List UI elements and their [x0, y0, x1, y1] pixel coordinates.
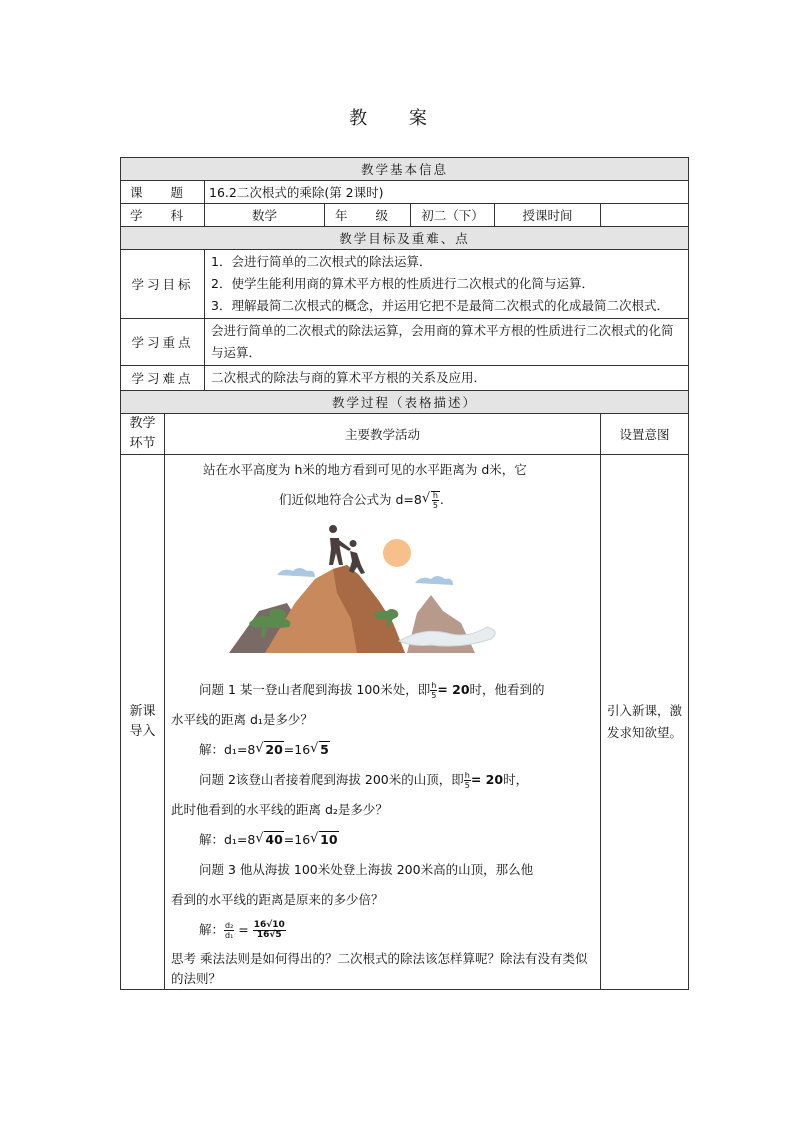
subject-label: 学 科 [121, 204, 205, 227]
question-1 [171, 675, 594, 705]
fraction [464, 771, 471, 790]
equation: = 20 [470, 772, 504, 787]
question-1-line-2: 水平线的距离 d₁是多少？ [171, 712, 313, 727]
objectives-label: 学习目标 [121, 250, 205, 319]
question-2-text: 问题 2该登山者接着爬到海拔 200米的山顶，即 [199, 772, 464, 787]
intent-cell: 引入新课，激发求知欲望。 [601, 455, 689, 990]
mountain-climbers-illustration [229, 523, 509, 673]
question-1-suffix: 时，他看到的 [469, 682, 545, 697]
climber-helped [349, 540, 365, 574]
answer-2-mid: =16 [283, 832, 311, 847]
question-3: 问题 3 他从海拔 100米处登上海拔 200米高的山顶，那么他 [199, 862, 534, 877]
intro-line-2: 们近似地符合公式为 d=8 [279, 492, 422, 507]
grade-value: 初二（下） [411, 204, 495, 227]
question-2-line-2: 此时他看到的水平线的距离 d₂是多少？ [171, 802, 388, 817]
frac-numerator: h [431, 681, 437, 690]
question-3-line-2: 看到的水平线的距离是原来的多少倍？ [171, 892, 384, 907]
equals-sign: = [238, 922, 249, 937]
answer-1-mid: =16 [283, 742, 311, 757]
question-2 [171, 765, 594, 795]
stage-column-header: 教学环节 [121, 414, 165, 455]
radicand: 20 [265, 742, 283, 757]
difficulty-text: 二次根式的除法与商的算术平方根的关系及应用． [205, 366, 689, 391]
activity-column-header: 主要教学活动 [165, 414, 601, 455]
sqrt-sign [422, 485, 440, 515]
intro-line-1: 站在水平高度为 h米的地方看到可见的水平距离为 d米，它 [203, 462, 527, 477]
frac-numerator: h [464, 771, 470, 780]
page-title: 教 案 [349, 108, 445, 129]
period: . [439, 492, 444, 507]
fraction [224, 921, 234, 940]
class-time-value [601, 204, 689, 227]
lesson-plan-table [120, 157, 688, 990]
cloud-left [277, 568, 315, 577]
frac-denominator: 5 [432, 501, 438, 510]
basic-info-header: 教学基本信息 [121, 158, 689, 181]
stage-cell: 新课导入 [121, 455, 165, 990]
radicand: 40 [265, 832, 283, 847]
sqrt-sign [255, 735, 283, 765]
frac-denominator: 5 [464, 781, 470, 790]
radicand: 10 [320, 832, 338, 847]
topic-label: 课 题 [121, 181, 205, 204]
frac-numerator: d₂ [225, 921, 234, 930]
cloud-right [415, 576, 453, 585]
intent-column-header: 设置意图 [601, 414, 689, 455]
objective-item: 1．会进行简单的二次根式的除法运算． [211, 254, 432, 269]
answer-2 [171, 825, 594, 855]
answer-1 [171, 735, 594, 765]
objective-item: 2．使学生能利用商的算术平方根的性质进行二次根式的化简与运算． [211, 276, 594, 291]
sun [383, 539, 411, 567]
class-time-label: 授课时间 [495, 204, 601, 227]
equation: = 20 [437, 682, 470, 697]
objectives-list [205, 250, 689, 319]
reflection-question: 思考 乘法法则是如何得出的？二次根式的除法该怎样算呢？除法有没有类似的法则？ [171, 951, 588, 986]
objective-item: 3．理解最简二次根式的概念，并运用它把不是最简二次根式的化成最简二次根式． [211, 298, 669, 313]
frac-numerator: 16√10 [253, 920, 285, 930]
frac-denominator: 16√5 [256, 930, 282, 940]
question-2-suffix: 时， [503, 772, 529, 787]
fraction [253, 921, 286, 940]
topic-value: 16.2二次根式的乘除(第 2课时) [205, 181, 689, 204]
process-header: 教学过程（表格描述） [121, 391, 689, 414]
answer-1-text: 解：d₁=8 [199, 742, 256, 757]
intro-formula-line [171, 485, 594, 515]
goals-header: 教学目标及重难、点 [121, 227, 689, 250]
answer-3 [171, 915, 594, 945]
sqrt-sign [310, 825, 338, 855]
subject-value: 数学 [205, 204, 325, 227]
question-1-text: 问题 1 某一登山者爬到海拔 100米处，即 [199, 682, 431, 697]
activity-cell [165, 455, 601, 990]
frac-denominator: d₁ [225, 931, 234, 940]
frac-numerator: √ h [432, 491, 438, 500]
sqrt-sign [255, 825, 283, 855]
radicand: 5 [320, 742, 329, 757]
difficulty-label: 学习难点 [121, 366, 205, 391]
answer-3-text: 解： [199, 922, 225, 937]
answer-2-text: 解：d₁=8 [199, 832, 256, 847]
key-point-text: 会进行简单的二次根式的除法运算，会用商的算术平方根的性质进行二次根式的化简与运算． [205, 319, 689, 366]
sqrt-sign [310, 735, 330, 765]
frac-denominator: 5 [431, 691, 437, 700]
grade-label: 年 级 [325, 204, 411, 227]
key-point-label: 学习重点 [121, 319, 205, 366]
